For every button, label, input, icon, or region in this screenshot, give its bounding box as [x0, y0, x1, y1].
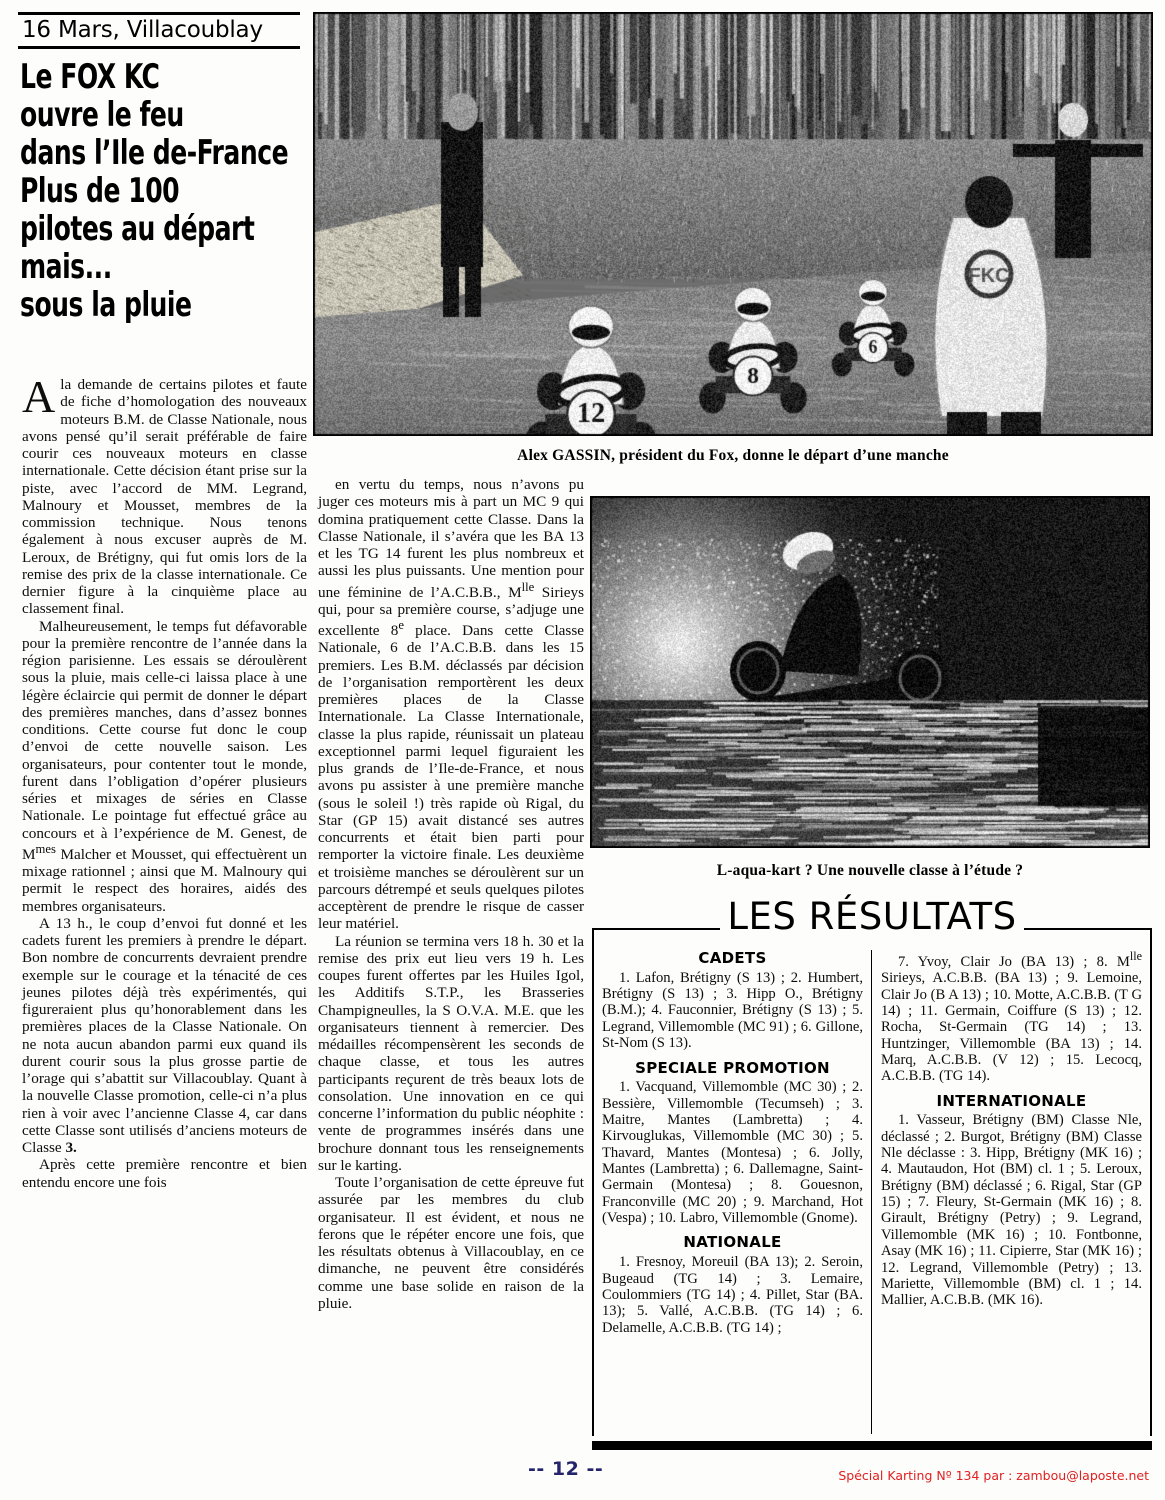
- results-section-heading: NATIONALE: [683, 1233, 782, 1252]
- paragraph: en vertu du temps, nous n’avons pu juger ces moteurs mis à part un MC 9 qui domina pratiquement cette Classe. Dans la Classe Nationale, il s’avéra que les BA 13 et les TG 14 furent les plus nombreux et aussi les plus puissants. Une mention pour une féminine de l’A.C.B.B., $M^{lle}$ Sirieys qui, pour sa première course, s’adjuge une excellente 8e place. Dans cette Classe Nationale, 6 de l’A.C.B.B. dans les 15 premiers. Les B.M. déclassés par décision de l’organisation remportèrent les deux premières places de la Classe Internationale. La Classe Internationale, classe la plus rapide, réunissait un plateau exceptionnel parmi lequel figuraient les plus grands de l’Ile-de-France, et nous avons pu assister à une première manche (sous le soleil !) très rapide où Rigal, du Star (GP 15) avait distancé ses autres concurrents et était bien parti pour remporter la victoire finale. Les deuxième et troisième manches se déroulèrent sur un parcours détrempé et seuls quelques pilotes acceptèrent de prendre le risque de casser leur matériel.: [318, 476, 584, 933]
- kicker-text: 16 Mars, Villacoublay: [22, 17, 263, 43]
- kicker-rule-top: [18, 12, 300, 15]
- results-list: 1. Lafon, Brétigny (S 13) ; 2. Humbert, Brétigny (S 13) ; 3. Hipp O., Brétigny (B.M.); 4. Fauconnier, Brétigny (S 13) ; 5. Legrand, Villemomble (MC 91) ; 6. Gillone, St-Nom (S 13).: [602, 969, 863, 1052]
- frame-rule-left: [592, 928, 594, 1436]
- results-box: [592, 895, 1152, 1450]
- results-column-left: [602, 950, 863, 1434]
- headline-line-1: ouvre le feu: [20, 95, 184, 135]
- paragraph: Après cette première rencontre et bien entendu encore une fois: [22, 1156, 307, 1191]
- results-list: 1. Fresnoy, Moreuil (BA 13); 2. Seroin, Bugeaud (TG 14) ; 3. Lemaire, Coulommiers (TG 14) ; 4. Pillet, Star (BA. 13); 5. Vallé, A.C.B.B. (TG 14) ; 6. Delamelle, A.C.B.B. (TG 14) ;: [602, 1254, 863, 1336]
- article-column-2: [318, 476, 584, 1312]
- paragraph: Toute l’organisation de cette épreuve fut assurée par les membres du club organisateur. Il est évident, et nous ne ferons que le répéter encore une fois, que les résultats obtenus à Villacoublay, en ce dimanche, ne peuvent être considérés comme une base solide en raison de la pluie.: [318, 1174, 584, 1312]
- headline-line-2: dans l’Ile de-France: [20, 133, 289, 173]
- headline-line-3: Plus de 100: [20, 171, 180, 211]
- photo-caption-top: Alex GASSIN, président du Fox, donne le départ d’une manche: [517, 447, 949, 464]
- results-column-right: [881, 950, 1142, 1434]
- photo-start-of-heat: [313, 12, 1153, 436]
- headline-line-0: Le FOX KC: [20, 57, 160, 97]
- results-title: LES RÉSULTATS: [727, 895, 1017, 938]
- results-list: 7. Yvoy, Clair Jo (BA 13) ; 8. $M^{lle}$ Sirieys, A.C.B.B. (BA 13) ; 9. Lemoine, Clair Jo (B A 13) ; 10. Motte, A.C.B.B. (T G 14) ; 11. Germain, Coiffure (S 13) ; 12. Rocha, St-Germain (TG 14) ; 13. Huntzinger, Villemomble (BA 13) ; 14. Marq, A.C.B.B. (V 12) ; 15. Lecocq, A.C.B.B. (TG 14).: [881, 949, 1142, 1085]
- page-title: [20, 57, 305, 326]
- paragraph: La réunion se termina vers 18 h. 30 et la remise des prix eut lieu vers 19 h. Les coupes furent offertes par les Huiles Igol, les Additifs S.T.P., les Brasseries Champigneulles, la S O.V.A. M.E. que les organisateurs tiennent à remercier. Des médailles récompensèrent les seconds de chaque classe, et tous les autres participants reçurent de très beaux lots de consolation. Une innovation en ce qui concerne l’information du public néophite : vente de programmes insérés dans une brochure donnant tous les renseignements sur le karting.: [318, 932, 584, 1174]
- results-list: 1. Vasseur, Brétigny (BM) Classe Nle, déclassé ; 2. Burgot, Brétigny (BM) Classe Nle déclasse : 3. Hipp, Brétigny (MK 16) ; 4. Mautaudon, Hot (BM) cl. 1 ; 5. Leroux, Brétigny (BM) déclassé ; 6. Rigal, Star (GP 15) ; 7. Fleury, St-Germain (MK 16) ; 8. Girault, Brétigny (Petry) ; 9. Legrand, Villemomble (MK 16) ; 10. Fontbonne, Asay (MK 16) ; 11. Cipierre, Star (MK 16) ; 12. Legrand, Villemomble (Petry) ; 13. Mariette, Villemomble (BM) cl. 1 ; 14. Mallier, A.C.B.B. (MK 16).: [881, 1112, 1142, 1309]
- paragraph: A 13 h., le coup d’envoi fut donné et les cadets furent les premiers à prendre le départ. Bon nombre de concurrents devraient prendre exemple sur le courage et la ténacité de ces jeunes pilotes déjà très expérimentés, qui figureraient plus qu’honorablement dans les premières places de la Classe Nationale. On ne nota aucun abandon parmi eux quand ils durent courir sous la plus grosse partie de l’orage qui s’abattit sur Villacoublay. Quant à la nouvelle Classe promotion, celle-ci n’a plus rien à voir avec l’ancienne Classe 4, car dans cette Classe sont utilisés d’anciens moteurs de Classe 3.: [22, 914, 307, 1157]
- results-section-heading: INTERNATIONALE: [936, 1091, 1087, 1110]
- frame-rule-bottom: [592, 1441, 1152, 1450]
- headline-line-5: mais...: [20, 247, 112, 287]
- results-columns: [602, 950, 1142, 1434]
- headline-line-6: sous la pluie: [20, 285, 192, 325]
- credit-line: Spécial Karting Nº 134 par : zambou@laposte.net: [838, 1468, 1149, 1483]
- paragraph: A la demande de certains pilotes et faute de fiche d’homologation des nouveaux moteurs B.M. de Classe Nationale, nous avons pensé qu’il serait préférable de faire courir ces nouveaux moteurs en classe internationale. Cette décision étant prise sur la piste, avec l’accord de MM. Legrand, Malnoury et Mousset, membres de la commission technique. Nous tenons également à nous excuser auprès de M. Leroux, de Brétigny, qui fut omis lors de la remise des prix de la classe internationale. Ce dernier figure à la cinquième place au classement final.: [22, 371, 307, 618]
- kicker-rule-bottom: [18, 46, 300, 49]
- results-section-heading: CADETS: [698, 949, 767, 967]
- paragraph: Malheureusement, le temps fut défavorable pour la première rencontre de l’année dans la région parisienne. Les essais se déroulèrent sous la pluie, mais celle-ci laissa place à une légère éclaircie qui permit de donner le départ des premières manches, dans d’assez bonnes conditions. Cette course fut donc le coup d’envoi de cette nouvelle saison. Les organisateurs, pour contenter tout le monde, furent dans l’obligation d’opérer plusieurs séries et mixages de séries en Classe Nationale. Le pointage fut effectué grâce au concours et à l’expérience de M. Genest, de $M^{mes}$ Malcher et Mousset, qui effectuèrent un mixage rationnel ; ainsi que M. Malnoury qui permit le respect des horaires, aidés des membres organisateurs.: [22, 617, 307, 915]
- headline-line-4: pilotes au départ: [20, 209, 255, 249]
- photo-aqua-kart: [590, 496, 1150, 848]
- results-list: 1. Vacquand, Villemomble (MC 30) ; 2. Bessière, Villemomble (Tecumseh) ; 3. Maitre, Mantes (Lambretta) ; 4. Kirvouglukas, Villemomble (MC 30) ; 5. Thavard, Mantes (Montesa) ; 6. Jolly, Mantes (Lambretta) ; 6. Dallemagne, Saint-Germain (Montesa) ; 8. Gouesnon, Franconville (MC 20) ; 9. Marchand, Hot (Vespa) ; 10. Labro, Villemomble (Gnome).: [602, 1079, 863, 1227]
- results-section-heading: SPECIALE PROMOTION: [635, 1058, 830, 1077]
- frame-rule-right: [1150, 928, 1152, 1436]
- drop-cap: A: [22, 371, 56, 422]
- article-column-1: [22, 371, 307, 1191]
- kicker-block: [18, 12, 300, 49]
- photo-caption-bottom: L-aqua-kart ? Une nouvelle classe à l’étude ?: [716, 862, 1024, 879]
- page-number: -- 12 --: [528, 1458, 604, 1480]
